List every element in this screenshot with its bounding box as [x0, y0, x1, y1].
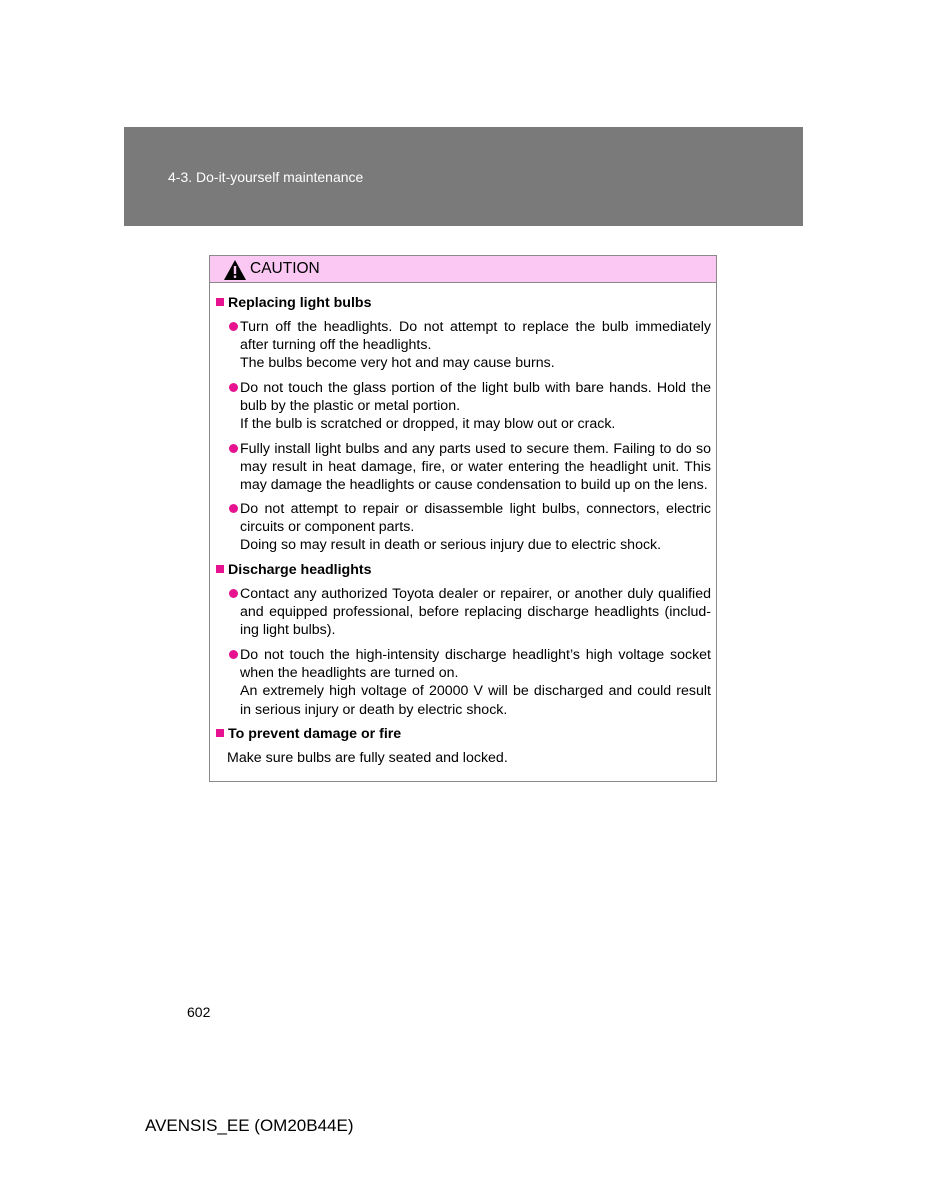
- section-title: 4-3. Do-it-yourself maintenance: [168, 169, 364, 185]
- caution-header: [210, 256, 716, 283]
- bullet-dot-icon: [229, 322, 238, 331]
- section-heading-replacing: Replacing light bulbs: [216, 294, 371, 312]
- bullet-dot-icon: [229, 589, 238, 598]
- section-heading-discharge: Discharge headlights: [216, 561, 372, 579]
- bullet-dot-icon: [229, 504, 238, 513]
- section-header-bar: [124, 127, 803, 226]
- footer-model: AVENSIS_EE (OM20B44E): [145, 1116, 354, 1135]
- bullet-dot-icon: [229, 650, 238, 659]
- caution-title: CAUTION: [250, 260, 320, 277]
- bullet-dot-icon: [229, 383, 238, 392]
- square-bullet-icon: [216, 565, 224, 573]
- section-heading-prevent-damage: To prevent damage or fire: [216, 725, 401, 743]
- square-bullet-icon: [216, 729, 224, 737]
- bullet-dot-icon: [229, 444, 238, 453]
- prevent-damage-text: Make sure bulbs are fully seated and locked.: [227, 750, 508, 766]
- square-bullet-icon: [216, 298, 224, 306]
- warning-triangle-icon: [223, 259, 247, 281]
- caution-box: CAUTION Replacing light bulbs Turn off the headlights. Do not attempt to replace the bulb immediately after turning off the headlights. The bulbs become very hot and may cause burns. Do not touch the glass portion of the light bulb with bare hands. Hold the bulb by the plastic or metal portion. If the bulb is scratched or dropped, it may blow out or crack. Fully install light bulbs and any parts used to secure them. Failing to do so may result in heat damage, fire, or water entering the headlight unit. This may damage the headlights or cause condensation to build up on the lens. Do not attempt to repair or disassemble light bulbs, connectors, electric circuits or component parts. Doing so may result in death or serious injury due to electric shock. Discharge headlights Contact any authorized Toyota dealer or repairer, or another duly qualified and equipped professional, before replacing discharge headlights (includ-ing light bulbs). Do not touch the high-intensity discharge headlight’s high voltage socket when the headlights are turned on. An extremely high voltage of 20000 V will be discharged and could result in serious injury or death by electric shock. To prevent damage or fire Make sure bulbs are fully seated and locked.: [209, 255, 717, 782]
- page-number: 602: [187, 1004, 211, 1020]
